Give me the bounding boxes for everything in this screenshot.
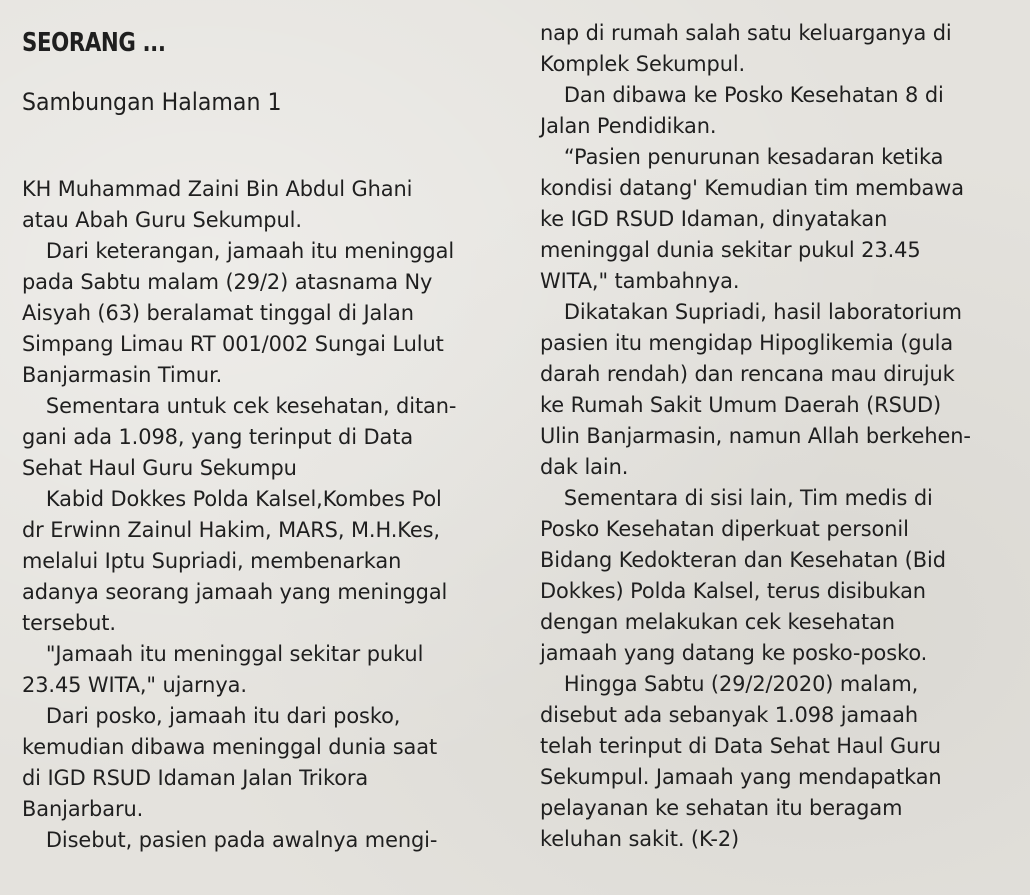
text-line: Jalan Pendidikan. bbox=[540, 114, 717, 138]
text-line: kondisi datang' Kemudian tim membawa bbox=[540, 176, 964, 200]
text-line: Bidang Kedokteran dan Kesehatan (Bid bbox=[540, 548, 946, 572]
text-line: Banjarbaru. bbox=[22, 797, 144, 821]
text-line: kemudian dibawa meninggal dunia saat bbox=[22, 735, 438, 759]
text-line: dak lain. bbox=[540, 455, 629, 479]
text-line: pasien itu mengidap Hipoglikemia (gula bbox=[540, 331, 954, 355]
text-line: di IGD RSUD Idaman Jalan Trikora bbox=[22, 766, 369, 790]
text-line: keluhan sakit. (K-2) bbox=[540, 827, 740, 851]
text-line: Kabid Dokkes Polda Kalsel,Kombes Pol bbox=[45, 487, 442, 511]
text-line: melalui Iptu Supriadi, membenarkan bbox=[22, 549, 402, 573]
text-line: jamaah yang datang ke posko-posko. bbox=[540, 641, 928, 665]
text-line: Dokkes) Polda Kalsel, terus disibukan bbox=[540, 579, 926, 603]
article-title: SEORANG ... bbox=[22, 28, 166, 58]
text-line: gani ada 1.098, yang terinput di Data bbox=[22, 425, 414, 449]
text-line: Sekumpul. Jamaah yang mendapatkan bbox=[540, 765, 942, 789]
text-line: Banjarmasin Timur. bbox=[22, 363, 223, 387]
text-line: dengan melakukan cek kesehatan bbox=[540, 610, 895, 634]
right-column-body bbox=[540, 18, 1020, 855]
text-line: dr Erwinn Zainul Hakim, MARS, M.H.Kes, bbox=[22, 518, 440, 542]
text-line: atau Abah Guru Sekumpul. bbox=[22, 208, 302, 232]
text-line: 23.45 WITA," ujarnya. bbox=[22, 673, 247, 697]
text-line: “Pasien penurunan kesadaran ketika bbox=[563, 145, 944, 169]
continuation-label: Sambungan Halaman 1 bbox=[22, 88, 282, 116]
text-line: Dari keterangan, jamaah itu meninggal bbox=[45, 239, 455, 263]
text-line: telah terinput di Data Sehat Haul Guru bbox=[540, 734, 941, 758]
text-line: Dikatakan Supriadi, hasil laboratorium bbox=[563, 300, 962, 324]
text-line: meninggal dunia sekitar pukul 23.45 bbox=[540, 238, 921, 262]
text-line: pada Sabtu malam (29/2) atasnama Ny bbox=[22, 270, 433, 294]
text-line: "Jamaah itu meninggal sekitar pukul bbox=[45, 642, 424, 666]
text-line: Dan dibawa ke Posko Kesehatan 8 di bbox=[563, 83, 944, 107]
text-line: Hingga Sabtu (29/2/2020) malam, bbox=[563, 672, 919, 696]
text-line: Ulin Banjarmasin, namun Allah berkehen- bbox=[540, 424, 971, 448]
left-column-body bbox=[22, 174, 512, 856]
text-line: Simpang Limau RT 001/002 Sungai Lulut bbox=[22, 332, 444, 356]
text-line: Disebut, pasien pada awalnya mengi- bbox=[45, 828, 438, 852]
text-line: Aisyah (63) beralamat tinggal di Jalan bbox=[22, 301, 414, 325]
text-line: Komplek Sekumpul. bbox=[540, 52, 746, 76]
text-line: Sementara di sisi lain, Tim medis di bbox=[563, 486, 933, 510]
text-line: WITA," tambahnya. bbox=[540, 269, 740, 293]
text-line: tersebut. bbox=[22, 611, 116, 635]
text-line: darah rendah) dan rencana mau dirujuk bbox=[540, 362, 955, 386]
text-line: ke Rumah Sakit Umum Daerah (RSUD) bbox=[540, 393, 942, 417]
text-line: KH Muhammad Zaini Bin Abdul Ghani bbox=[22, 177, 413, 201]
text-line: nap di rumah salah satu keluarganya di bbox=[540, 21, 952, 45]
text-line: adanya seorang jamaah yang meninggal bbox=[22, 580, 448, 604]
text-line: Sehat Haul Guru Sekumpu bbox=[22, 456, 297, 480]
text-line: pelayanan ke sehatan itu beragam bbox=[540, 796, 903, 820]
text-line: Dari posko, jamaah itu dari posko, bbox=[45, 704, 401, 728]
text-line: Posko Kesehatan diperkuat personil bbox=[540, 517, 909, 541]
text-line: Sementara untuk cek kesehatan, ditan- bbox=[45, 394, 457, 418]
text-line: disebut ada sebanyak 1.098 jamaah bbox=[540, 703, 919, 727]
text-line: ke IGD RSUD Idaman, dinyatakan bbox=[540, 207, 888, 231]
